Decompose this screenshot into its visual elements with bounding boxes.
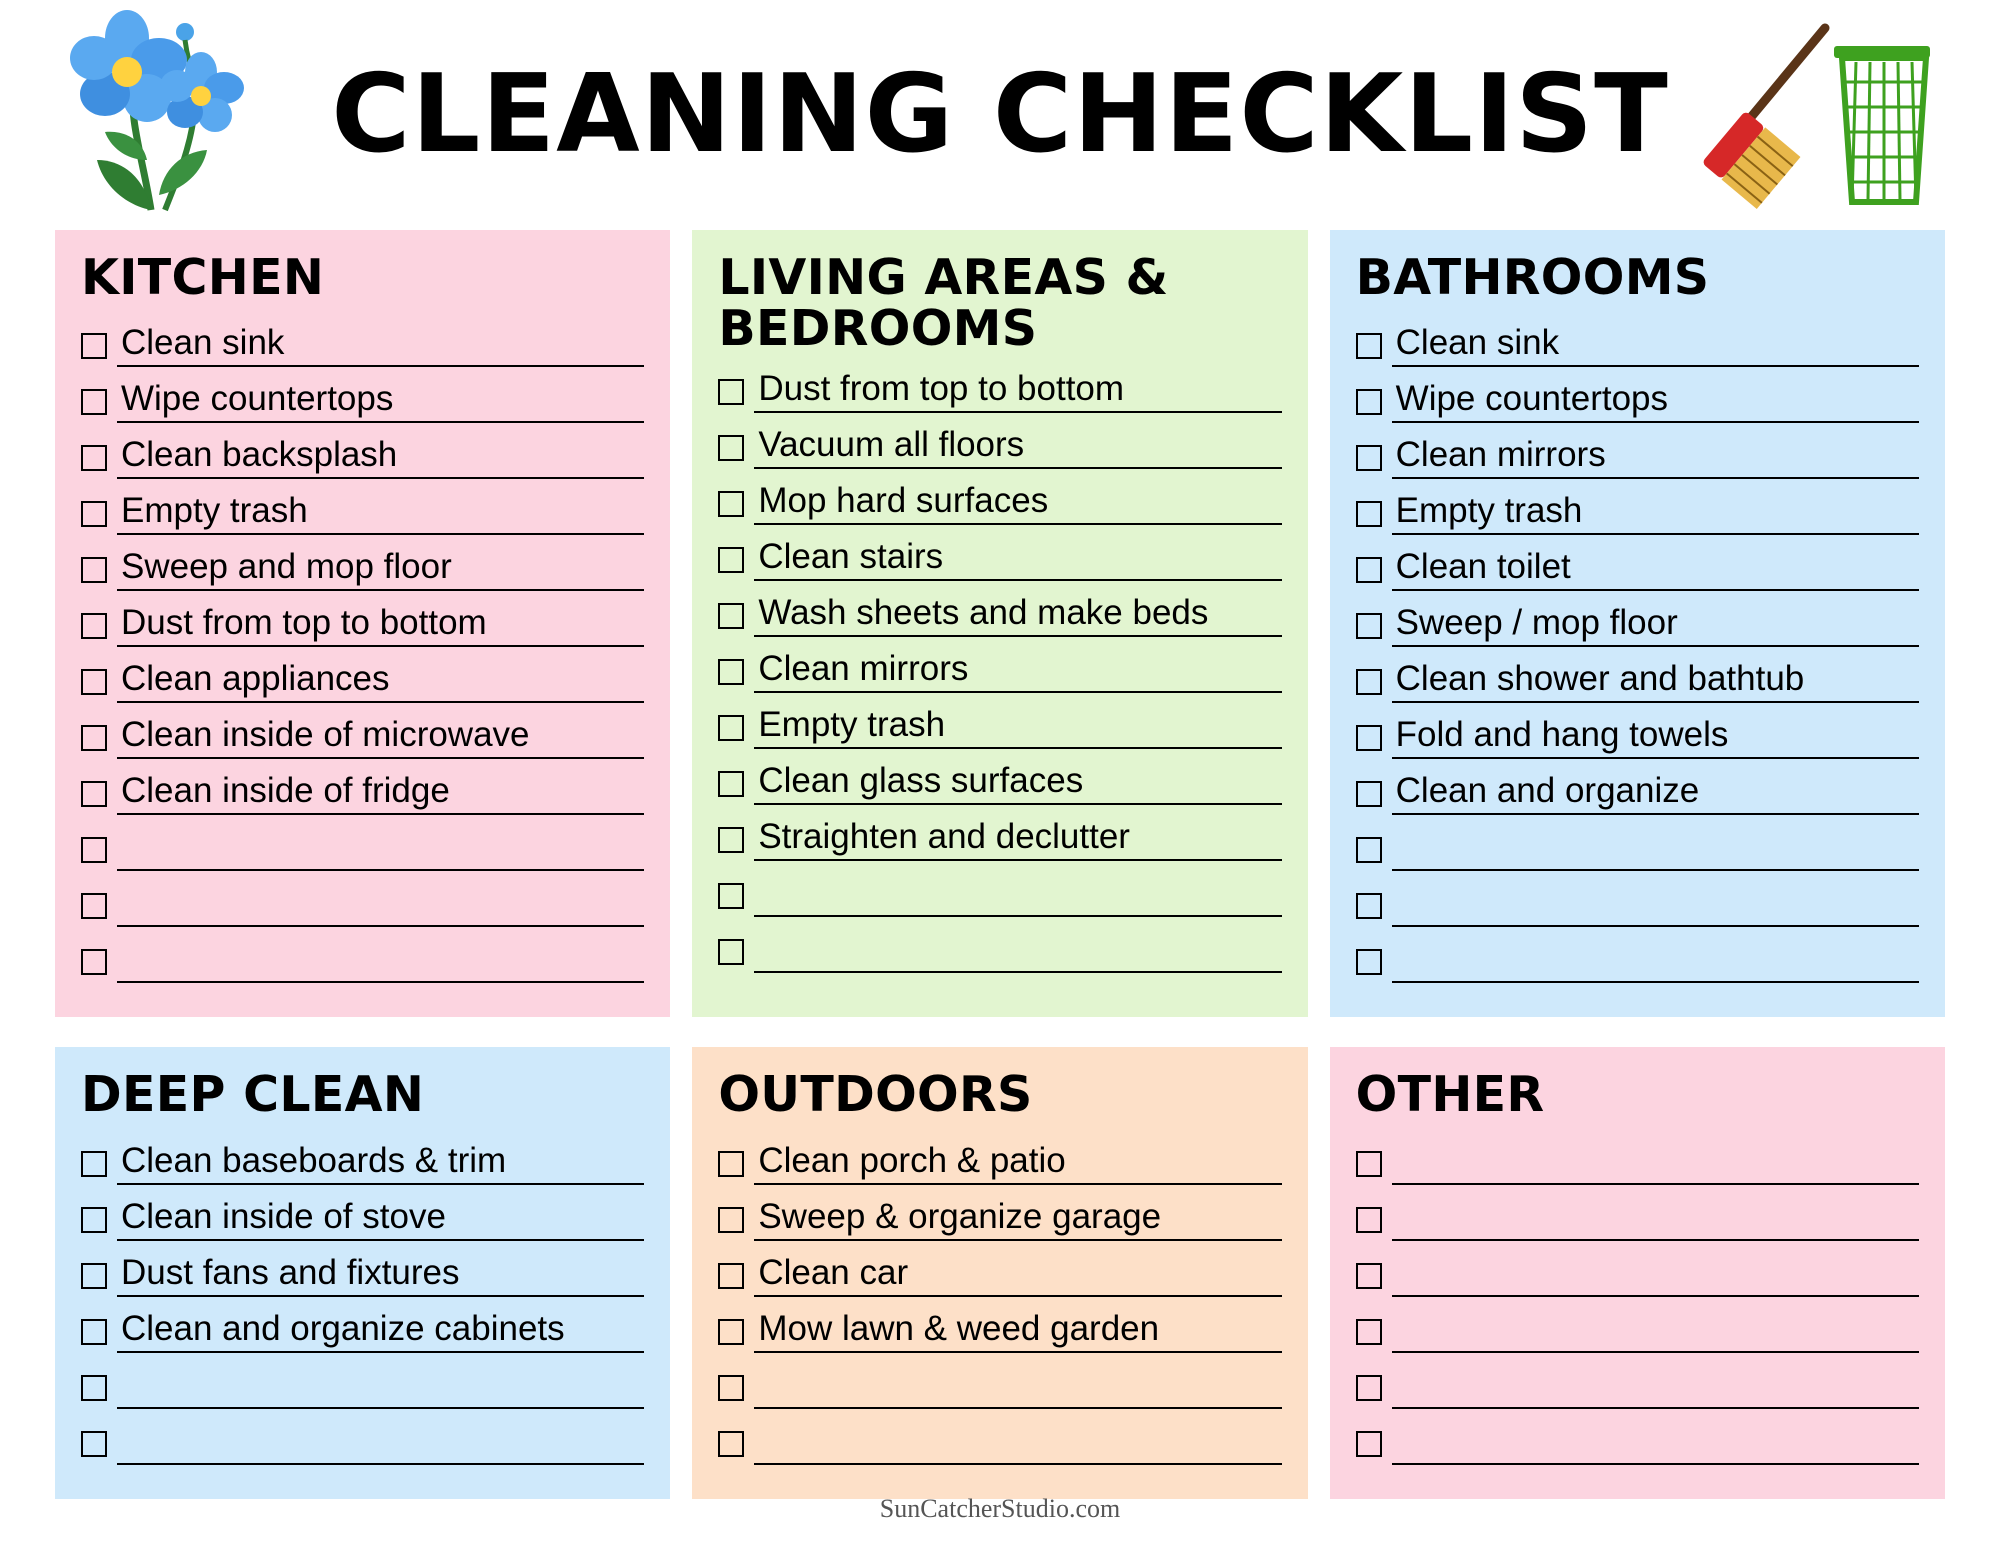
list-item[interactable] — [81, 373, 644, 423]
item-blank-line[interactable] — [117, 891, 644, 927]
checkbox[interactable] — [1356, 949, 1382, 975]
checkbox[interactable] — [718, 1263, 744, 1289]
list-item[interactable] — [81, 821, 644, 871]
item-blank-line[interactable] — [1392, 1373, 1919, 1409]
list-item[interactable] — [1356, 1247, 1919, 1297]
checkbox[interactable] — [1356, 333, 1382, 359]
item-label: Clean backsplash — [117, 435, 644, 479]
list-item[interactable] — [718, 1135, 1281, 1185]
list-item[interactable] — [81, 485, 644, 535]
list-item[interactable] — [81, 597, 644, 647]
checkbox[interactable] — [1356, 557, 1382, 583]
list-item[interactable] — [81, 1303, 644, 1353]
item-blank-line[interactable] — [754, 881, 1281, 917]
checkbox[interactable] — [81, 893, 107, 919]
list-item[interactable] — [81, 1415, 644, 1465]
checkbox[interactable] — [81, 557, 107, 583]
list-item[interactable] — [1356, 485, 1919, 535]
checkbox[interactable] — [1356, 893, 1382, 919]
item-label: Wipe countertops — [1392, 379, 1919, 423]
list-item[interactable] — [718, 1303, 1281, 1353]
checkbox[interactable] — [1356, 1375, 1382, 1401]
checkbox[interactable] — [81, 1319, 107, 1345]
item-label: Mop hard surfaces — [754, 481, 1281, 525]
checkbox[interactable] — [81, 501, 107, 527]
list-item[interactable] — [718, 867, 1281, 917]
list-item[interactable] — [718, 1415, 1281, 1465]
section-title: LIVING AREAS & BEDROOMS — [718, 249, 1169, 358]
list-item[interactable] — [1356, 1191, 1919, 1241]
checklist-items — [718, 363, 1281, 973]
item-label: Clean and organize cabinets — [117, 1309, 644, 1353]
checkbox[interactable] — [81, 1431, 107, 1457]
list-item[interactable] — [718, 1191, 1281, 1241]
checkbox[interactable] — [81, 1263, 107, 1289]
item-label: Clean toilet — [1392, 547, 1919, 591]
item-blank-line[interactable] — [1392, 1149, 1919, 1185]
list-item[interactable] — [81, 765, 644, 815]
checkbox[interactable] — [718, 1207, 744, 1233]
item-label: Clean sink — [1392, 323, 1919, 367]
checkbox[interactable] — [81, 781, 107, 807]
checkbox[interactable] — [1356, 1431, 1382, 1457]
item-label: Clean inside of fridge — [117, 771, 644, 815]
checkbox[interactable] — [718, 379, 744, 405]
item-label: Dust fans and fixtures — [117, 1253, 644, 1297]
checkbox[interactable] — [81, 1375, 107, 1401]
section-kitchen — [55, 230, 670, 1017]
item-blank-line[interactable] — [117, 1429, 644, 1465]
item-label: Wipe countertops — [117, 379, 644, 423]
item-label: Clean mirrors — [1392, 435, 1919, 479]
checklist-grid — [55, 230, 1945, 1499]
checkbox[interactable] — [1356, 1207, 1382, 1233]
flowers-icon — [55, 10, 275, 230]
checkbox[interactable] — [1356, 669, 1382, 695]
item-label: Dust from top to bottom — [117, 603, 644, 647]
item-blank-line[interactable] — [117, 835, 644, 871]
section-living-areas-bedrooms — [692, 230, 1307, 1017]
item-label: Vacuum all floors — [754, 425, 1281, 469]
item-label: Sweep / mop floor — [1392, 603, 1919, 647]
list-item[interactable] — [81, 429, 644, 479]
checkbox[interactable] — [1356, 1319, 1382, 1345]
item-blank-line[interactable] — [117, 947, 644, 983]
list-item[interactable] — [1356, 1135, 1919, 1185]
checkbox[interactable] — [718, 547, 744, 573]
item-blank-line[interactable] — [1392, 1205, 1919, 1241]
checkbox[interactable] — [81, 333, 107, 359]
list-item[interactable] — [718, 419, 1281, 469]
item-label: Clean inside of microwave — [117, 715, 644, 759]
checkbox[interactable] — [718, 1431, 744, 1457]
list-item[interactable] — [718, 363, 1281, 413]
item-label: Straighten and declutter — [754, 817, 1281, 861]
checkbox[interactable] — [718, 435, 744, 461]
item-label: Clean stairs — [754, 537, 1281, 581]
checkbox[interactable] — [81, 837, 107, 863]
checklist-items — [1356, 317, 1919, 983]
checklist-items — [81, 317, 644, 983]
list-item[interactable] — [1356, 597, 1919, 647]
list-item[interactable] — [1356, 1359, 1919, 1409]
item-label: Clean porch & patio — [754, 1141, 1281, 1185]
section-deep-clean — [55, 1047, 670, 1498]
item-label: Fold and hang towels — [1392, 715, 1919, 759]
list-item[interactable] — [1356, 429, 1919, 479]
item-label: Clean mirrors — [754, 649, 1281, 693]
section-outdoors — [692, 1047, 1307, 1498]
checkbox[interactable] — [718, 883, 744, 909]
list-item[interactable] — [1356, 933, 1919, 983]
item-label: Clean appliances — [117, 659, 644, 703]
checkbox[interactable] — [1356, 1263, 1382, 1289]
item-label: Mow lawn & weed garden — [754, 1309, 1281, 1353]
item-label: Sweep & organize garage — [754, 1197, 1281, 1241]
item-label: Dust from top to bottom — [754, 369, 1281, 413]
checkbox[interactable] — [81, 389, 107, 415]
list-item[interactable] — [718, 643, 1281, 693]
checklist-items — [1356, 1135, 1919, 1465]
list-item[interactable] — [81, 653, 644, 703]
item-label: Clean baseboards & trim — [117, 1141, 644, 1185]
list-item[interactable] — [81, 1135, 644, 1185]
checkbox[interactable] — [81, 669, 107, 695]
list-item[interactable] — [1356, 821, 1919, 871]
item-label: Empty trash — [117, 491, 644, 535]
checkbox[interactable] — [1356, 613, 1382, 639]
list-item[interactable] — [1356, 317, 1919, 367]
item-label: Clean car — [754, 1253, 1281, 1297]
item-label: Empty trash — [1392, 491, 1919, 535]
checkbox[interactable] — [1356, 445, 1382, 471]
list-item[interactable] — [81, 933, 644, 983]
checkbox[interactable] — [81, 613, 107, 639]
checkbox[interactable] — [1356, 837, 1382, 863]
item-label: Clean and organize — [1392, 771, 1919, 815]
list-item[interactable] — [81, 709, 644, 759]
item-label: Clean sink — [117, 323, 644, 367]
list-item[interactable] — [81, 877, 644, 927]
item-label: Clean shower and bathtub — [1392, 659, 1919, 703]
section-title: DEEP CLEAN — [81, 1066, 425, 1124]
list-item[interactable] — [718, 699, 1281, 749]
checkbox[interactable] — [718, 771, 744, 797]
list-item[interactable] — [718, 531, 1281, 581]
list-item[interactable] — [1356, 1303, 1919, 1353]
item-label: Sweep and mop floor — [117, 547, 644, 591]
item-blank-line[interactable] — [754, 937, 1281, 973]
list-item[interactable] — [81, 317, 644, 367]
checkbox[interactable] — [1356, 501, 1382, 527]
checkbox[interactable] — [718, 1375, 744, 1401]
item-blank-line[interactable] — [117, 1373, 644, 1409]
checkbox[interactable] — [1356, 1151, 1382, 1177]
checkbox[interactable] — [81, 949, 107, 975]
item-blank-line[interactable] — [1392, 947, 1919, 983]
checklist-items — [81, 1135, 644, 1465]
list-item[interactable] — [81, 541, 644, 591]
checkbox[interactable] — [81, 445, 107, 471]
item-label: Empty trash — [754, 705, 1281, 749]
checkbox[interactable] — [81, 1151, 107, 1177]
list-item[interactable] — [81, 1359, 644, 1409]
list-item[interactable] — [718, 475, 1281, 525]
checkbox[interactable] — [718, 939, 744, 965]
item-label: Wash sheets and make beds — [754, 593, 1281, 637]
checkbox[interactable] — [718, 659, 744, 685]
checkbox[interactable] — [718, 491, 744, 517]
item-blank-line[interactable] — [1392, 891, 1919, 927]
list-item[interactable] — [81, 1191, 644, 1241]
footer-credit: SunCatcherStudio.com — [879, 1494, 1121, 1523]
section-other — [1330, 1047, 1945, 1498]
item-blank-line[interactable] — [1392, 1317, 1919, 1353]
section-title: BATHROOMS — [1355, 249, 1710, 306]
list-item[interactable] — [718, 1359, 1281, 1409]
list-item[interactable] — [1356, 1415, 1919, 1465]
list-item[interactable] — [718, 1247, 1281, 1297]
checkbox[interactable] — [718, 715, 744, 741]
list-item[interactable] — [718, 811, 1281, 861]
list-item[interactable] — [1356, 877, 1919, 927]
checkbox[interactable] — [1356, 781, 1382, 807]
checkbox[interactable] — [1356, 389, 1382, 415]
list-item[interactable] — [1356, 765, 1919, 815]
section-title: KITCHEN — [81, 249, 325, 306]
list-item[interactable] — [718, 755, 1281, 805]
item-label: Clean inside of stove — [117, 1197, 644, 1241]
item-blank-line[interactable] — [754, 1373, 1281, 1409]
list-item[interactable] — [1356, 709, 1919, 759]
item-blank-line[interactable] — [1392, 835, 1919, 871]
item-blank-line[interactable] — [754, 1429, 1281, 1465]
page-header — [55, 0, 1945, 230]
checklist-items — [718, 1135, 1281, 1465]
item-label: Clean glass surfaces — [754, 761, 1281, 805]
list-item[interactable] — [81, 1247, 644, 1297]
section-title: OUTDOORS — [718, 1066, 1033, 1124]
broom-and-trashbin-icon — [1670, 20, 1940, 220]
list-item[interactable] — [1356, 373, 1919, 423]
item-blank-line[interactable] — [1392, 1261, 1919, 1297]
checkbox[interactable] — [81, 725, 107, 751]
checkbox[interactable] — [81, 1207, 107, 1233]
checkbox[interactable] — [718, 603, 744, 629]
list-item[interactable] — [718, 587, 1281, 637]
list-item[interactable] — [1356, 653, 1919, 703]
checkbox[interactable] — [1356, 725, 1382, 751]
page-title: CLEANING CHECKLIST — [331, 52, 1669, 177]
list-item[interactable] — [718, 923, 1281, 973]
checkbox[interactable] — [718, 827, 744, 853]
section-bathrooms — [1330, 230, 1945, 1017]
item-blank-line[interactable] — [1392, 1429, 1919, 1465]
section-title: OTHER — [1355, 1066, 1545, 1124]
list-item[interactable] — [1356, 541, 1919, 591]
checkbox[interactable] — [718, 1151, 744, 1177]
checkbox[interactable] — [718, 1319, 744, 1345]
